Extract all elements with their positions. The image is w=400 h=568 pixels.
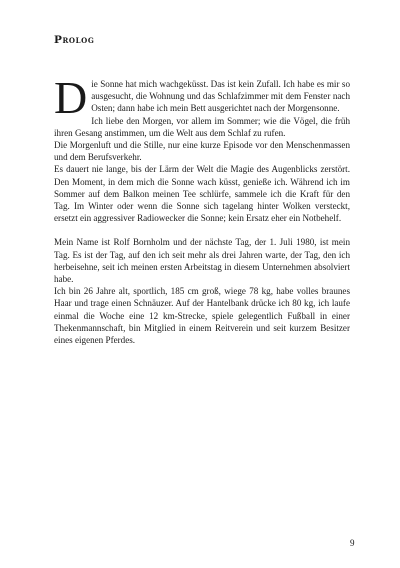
drop-cap: D [54,72,88,123]
paragraph-text: ie Sonne hat mich wachgeküsst. Das ist kein Zufall. Ich habe es mir so ausgesucht, die Wohnung und das Schlafzimmer mit dem Fenster nach Osten; dann habe ich mein Bett ausgerichtet nach der Morgensonne. [91,79,350,114]
paragraph-name: Mein Name ist Rolf Bornholm und der nächste Tag, der 1. Juli 1980, ist mein Tag. Es ist der Tag, auf den ich seit mehr als drei Jahren warte, der Tag, den ich herbeisehne, seit ich meinen ersten Arbeitstag in diesem Unternehmen absolviert habe. [54,237,350,285]
page-number: 9 [350,538,355,548]
chapter-heading: Prolog [54,34,95,46]
paragraph-opening [54,72,350,123]
paragraph-noise: Es dauert nie lange, bis der Lärm der Welt die Magie des Augenblicks zerstört. Den Moment, in dem mich die Sonne wach küsst, genieße ich. Während ich im Sommer auf dem Balkon meinen Tee schlürfe, sammele ich die Kraft für den Tag. Im Winter oder wenn die Sonne sich tagelang hinter Wolken versteckt, ersetzt ein aggressiver Radiowecker die Sonne; kein Ersatz eher ein Notbehelf. [54,164,350,224]
paragraph-description: Ich bin 26 Jahre alt, sportlich, 185 cm groß, wiege 78 kg, habe volles braunes Haar und trage einen Schnäuzer. Auf der Hantelbank drücke ich 80 kg, ich laufe einmal die Woche eine 12 km-Strecke, spiele gelegentlich Fußball in einer Thekenmannschaft, bin Mitglied in einem Reitverein und seit kurzem Besitzer eines eigenen Pferdes. [54,286,350,346]
page-content [54,34,350,346]
paragraph-gap [54,224,350,236]
paragraph-morning-air: Die Morgenluft und die Stille, nur eine kurze Episode vor den Menschenmassen und dem Berufsverkehr. [54,140,350,163]
paragraph-morning: Ich liebe den Morgen, vor allem im Sommer; wie die Vögel, die früh ihren Gesang anstimmen, um die Welt aus dem Schlaf zu rufen. [54,115,350,138]
chapter-body [54,72,350,346]
